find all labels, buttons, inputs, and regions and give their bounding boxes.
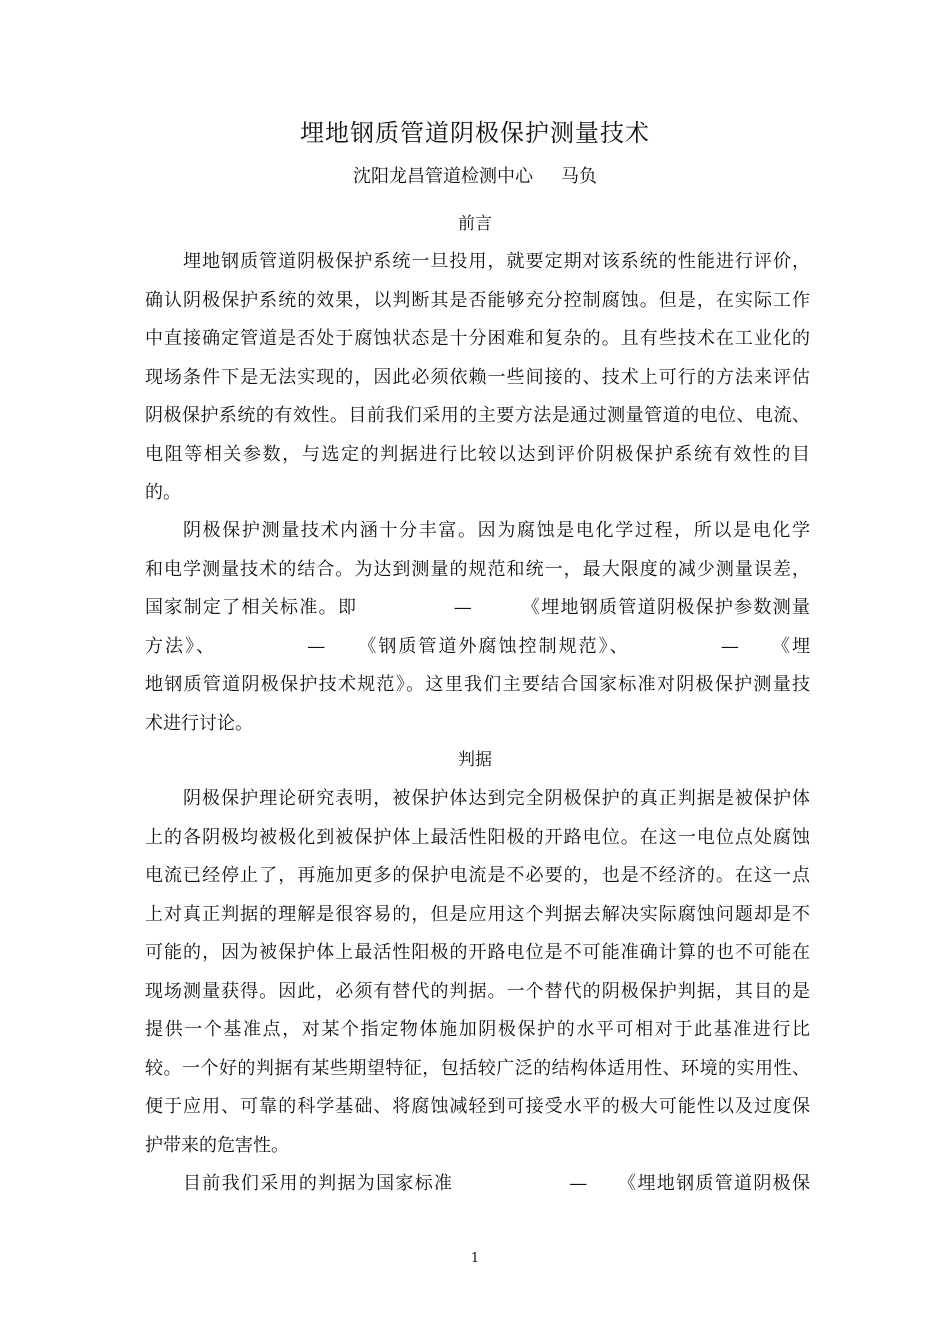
paragraph-line: 国家制定了相关标准。即 — 《埋地钢质管道阴极保护参数测量 [145,597,810,618]
paragraph-line: 阴极保护系统的有效性。目前我们采用的主要方法是通过测量管道的电位、电流、 [145,405,810,426]
paragraph-line: 较。一个好的判据有某些期望特征，包括较广泛的结构体适用性、环境的实用性、 [145,1058,810,1079]
paragraph-line: 护带来的危害性。 [145,1135,289,1156]
paragraph-line: 地钢质管道阴极保护技术规范》。这里我们主要结合国家标准对阴极保护测量技 [145,674,810,695]
author-line [0,164,950,190]
paragraph-line: 电流已经停止了，再施加更多的保护电流是不必要的，也是不经济的。在这一点 [145,865,810,886]
paragraph-line: 可能的，因为被保护体上最活性阳极的开路电位是不可能准确计算的也不可能在 [145,942,810,963]
paragraph-line: 阴极保护测量技术内涵十分丰富。因为腐蚀是电化学过程，所以是电化学 [183,520,810,541]
paragraph-line: 上的各阴极均被极化到被保护体上最活性阳极的开路电位。在这一电位点处腐蚀 [145,827,810,848]
paragraph-line: 现场条件下是无法实现的，因此必须依赖一些间接的、技术上可行的方法来评估 [145,367,810,388]
paragraph-line: 方法》、 — 《钢质管道外腐蚀控制规范》、 — 《埋 [145,636,810,657]
section-heading-preface: 前言 [458,214,492,234]
paragraph-line: 确认阴极保护系统的效果，以判断其是否能够充分控制腐蚀。但是，在实际工作 [145,290,810,311]
paragraph-line: 电阻等相关参数，与选定的判据进行比较以达到评价阴极保护系统有效性的目 [145,444,810,465]
paragraph-line: 阴极保护理论研究表明，被保护体达到完全阴极保护的真正判据是被保护体 [183,788,810,809]
paragraph-line: 便于应用、可靠的科学基础、将腐蚀减轻到可接受水平的极大可能性以及过度保 [145,1096,810,1117]
paragraph-line: 中直接确定管道是否处于腐蚀状态是十分困难和复杂的。且有些技术在工业化的 [145,328,810,349]
paragraph-line: 的。 [145,482,181,503]
author-name: 马负 [561,166,597,187]
paragraph-line: 术进行讨论。 [145,713,253,734]
paragraph-line: 目前我们采用的判据为国家标准 — 《埋地钢质管道阴极保 [183,1173,810,1194]
paragraph-line: 现场测量获得。因此，必须有替代的判据。一个替代的阴极保护判据，其目的是 [145,981,810,1002]
document-title: 埋地钢质管道阴极保护测量技术 [300,119,650,147]
author-organization: 沈阳龙昌管道检测中心 [353,166,533,187]
paragraph-line: 上对真正判据的理解是很容易的，但是应用这个判据去解决实际腐蚀问题却是不 [145,904,810,925]
section-heading-criteria: 判据 [458,750,492,770]
page-number: 1 [470,1251,480,1266]
paragraph-line: 提供一个基准点，对某个指定物体施加阴极保护的水平可相对于此基准进行比 [145,1019,810,1040]
paragraph-line: 和电学测量技术的结合。为达到测量的规范和统一，最大限度的减少测量误差， [145,559,810,580]
paragraph-line: 埋地钢质管道阴极保护系统一旦投用，就要定期对该系统的性能进行评价， [183,251,810,272]
